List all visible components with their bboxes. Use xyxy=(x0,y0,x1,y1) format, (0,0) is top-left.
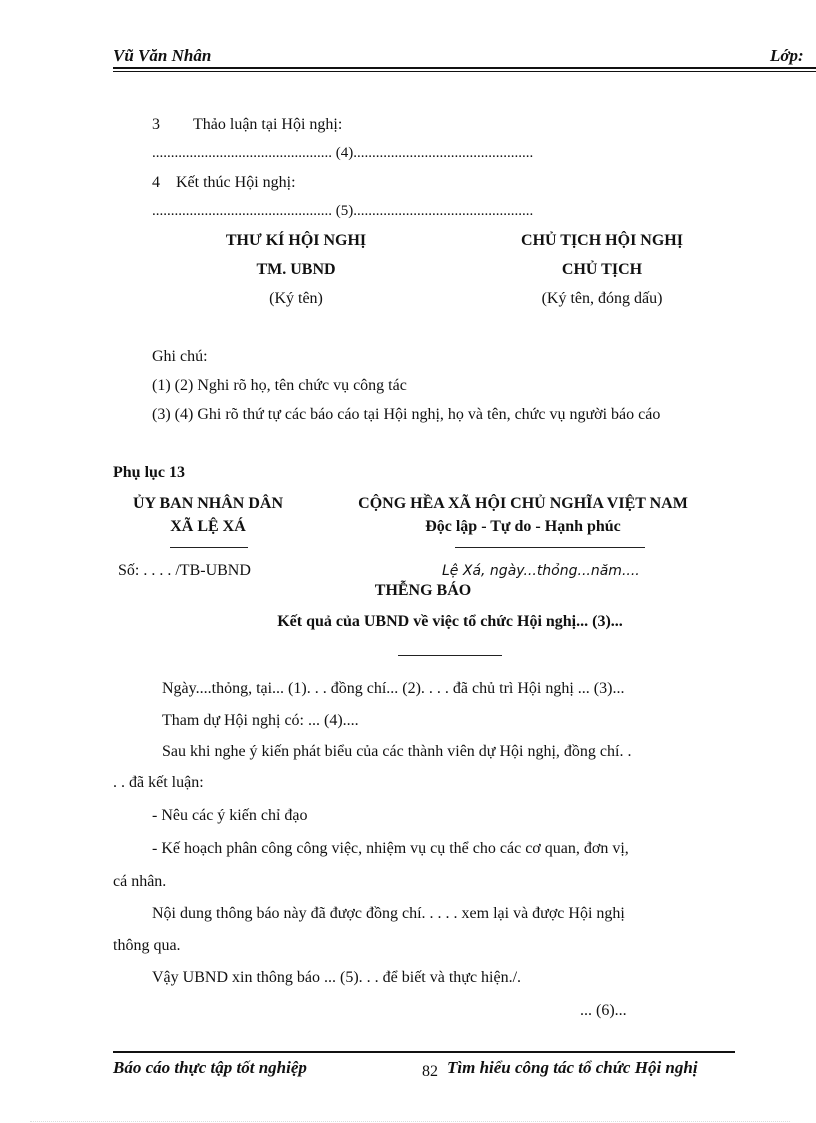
paragraph-7: Vậy UBND xin thông báo ... (5). . . để biết và thực hiện./. xyxy=(152,969,522,986)
org-line-1: ỦY BAN NHÂN DÂN xyxy=(132,495,284,512)
paragraph-8: ... (6)... xyxy=(580,1002,627,1019)
item4-text: Kết thúc Hội nghị: xyxy=(176,174,296,191)
dots-line-4: ................................................ (4)................................................ xyxy=(152,145,534,161)
header-author: Vũ Văn Nhân xyxy=(113,46,212,65)
header-rule-thick xyxy=(113,67,816,69)
header-class: Lớp: xyxy=(770,46,804,65)
notes-label: Ghi chú: xyxy=(152,348,208,365)
notes-line-2: (3) (4) Ghi rõ thứ tự các báo cáo tại Hội nghị, họ và tên, chức vụ người báo cáo xyxy=(152,406,661,423)
appendix-title: Phụ lục 13 xyxy=(113,464,186,481)
sign-left-title: THƯ KÍ HỘI NGHỊ xyxy=(225,232,367,249)
footer-rule xyxy=(113,1051,735,1053)
paragraph-6b: thông qua. xyxy=(113,937,181,954)
org-underline xyxy=(170,547,248,548)
paragraph-6a: Nội dung thông báo này đã được đồng chí. . . . . xem lại và được Hội nghị xyxy=(152,905,625,922)
paragraph-2: Tham dự Hội nghị có: ... (4).... xyxy=(162,712,359,729)
paragraph-3a: Sau khi nghe ý kiến phát biểu của các thành viên dự Hội nghị, đồng chí. . xyxy=(162,743,632,760)
document-number: Số: . . . . /TB-UBND xyxy=(118,562,251,579)
sign-left-sub: TM. UBND xyxy=(256,261,336,278)
place-date: Lệ Xá, ngày...thỏng...năm.... xyxy=(442,563,640,579)
org-line-2: XÃ LỆ XÁ xyxy=(170,518,246,535)
paragraph-1: Ngày....thỏng, tại... (1). . . đồng chí... (2). . . . đã chủ trì Hội nghị ... (3)... xyxy=(162,680,625,697)
footer-right: Tìm hiểu công tác tổ chức Hội nghị xyxy=(447,1058,698,1077)
item3-text: Thảo luận tại Hội nghị: xyxy=(193,116,343,133)
sign-left-note: (Ký tên) xyxy=(269,290,323,307)
sign-right-sub: CHỦ TỊCH xyxy=(561,261,643,278)
item3-number: 3 xyxy=(152,116,160,133)
notice-subtitle: Kết quả của UBND về việc tổ chức Hội nghị... (3)... xyxy=(277,613,623,630)
nation-motto: Độc lập - Tự do - Hạnh phúc xyxy=(425,518,621,535)
paragraph-3b: . . đã kết luận: xyxy=(113,774,204,791)
item4-number: 4 xyxy=(152,174,160,191)
footer-left: Báo cáo thực tập tốt nghiệp xyxy=(113,1058,307,1077)
sign-right-note: (Ký tên, đóng dấu) xyxy=(541,290,663,307)
nation-title: CỘNG HỀA XÃ HỘI CHỦ NGHĨA VIỆT NAM xyxy=(358,495,688,512)
page-edge-dots xyxy=(30,1121,790,1122)
dots-line-5: ................................................ (5)................................................ xyxy=(152,203,534,219)
motto-underline xyxy=(455,547,645,548)
footer-page-number: 82 xyxy=(422,1063,438,1080)
paragraph-4: - Nêu các ý kiến chỉ đạo xyxy=(152,807,308,824)
subtitle-underline xyxy=(398,655,502,656)
sign-right-title: CHỦ TỊCH HỘI NGHỊ xyxy=(521,232,683,249)
notice-title: THỄNG BÁO xyxy=(374,582,472,599)
paragraph-5b: cá nhân. xyxy=(113,873,167,890)
paragraph-5a: - Kế hoạch phân công công việc, nhiệm vụ cụ thể cho các cơ quan, đơn vị, xyxy=(152,840,629,857)
notes-line-1: (1) (2) Nghi rõ họ, tên chức vụ công tác xyxy=(152,377,407,394)
header-rule-thin xyxy=(113,71,816,72)
